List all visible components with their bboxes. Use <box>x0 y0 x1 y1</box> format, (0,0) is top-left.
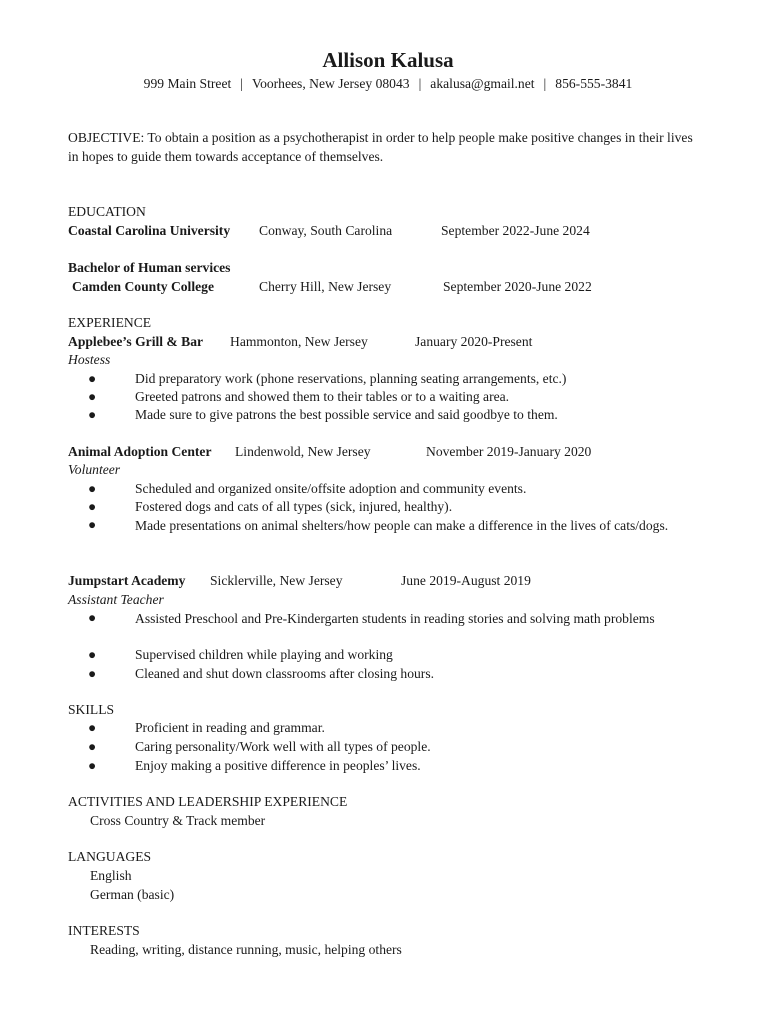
job-bullet: Scheduled and organized onsite/offsite adoption and community events. <box>135 481 527 496</box>
activity-item: Cross Country & Track member <box>90 813 266 828</box>
job-employer: Jumpstart Academy <box>68 573 186 588</box>
job-location: Hammonton, New Jersey <box>230 334 368 349</box>
activities-heading: ACTIVITIES AND LEADERSHIP EXPERIENCE <box>68 794 348 809</box>
bullet-icon: ● <box>88 758 97 773</box>
education-location: Cherry Hill, New Jersey <box>259 279 392 294</box>
job-bullet: Cleaned and shut down classrooms after closing hours. <box>135 666 435 681</box>
job-employer: Animal Adoption Center <box>68 444 212 459</box>
bullet-icon: ● <box>88 499 97 514</box>
skill-item: Proficient in reading and grammar. <box>135 720 325 735</box>
languages-heading: LANGUAGES <box>68 849 152 864</box>
bullet-icon: ● <box>88 610 97 625</box>
contact-phone: 856-555-3841 <box>555 76 633 91</box>
job-location: Lindenwold, New Jersey <box>235 444 371 459</box>
job-bullet: Fostered dogs and cats of all types (sick, injured, healthy). <box>135 499 453 514</box>
education-school: Camden County College <box>72 279 214 294</box>
bullet-icon: ● <box>88 407 97 422</box>
education-dates: September 2020-June 2022 <box>443 279 592 294</box>
job-dates: November 2019-January 2020 <box>426 444 592 459</box>
contact-separator: | <box>240 76 243 91</box>
job-location: Sicklerville, New Jersey <box>210 573 343 588</box>
bullet-icon: ● <box>88 647 97 662</box>
job-employer: Applebee’s Grill & Bar <box>68 334 204 349</box>
skills-heading: SKILLS <box>68 702 115 717</box>
job-role: Volunteer <box>68 462 121 477</box>
job-dates: January 2020-Present <box>415 334 533 349</box>
interests-heading: INTERESTS <box>68 923 140 938</box>
contact-address: 999 Main Street <box>143 76 232 91</box>
contact-line <box>68 75 708 93</box>
interest-item: Reading, writing, distance running, music, helping others <box>90 942 402 957</box>
skill-item: Enjoy making a positive difference in peoples’ lives. <box>135 758 421 773</box>
bullet-icon: ● <box>88 739 97 754</box>
job-bullet: Supervised children while playing and working <box>135 647 393 662</box>
bullet-icon: ● <box>88 720 97 735</box>
education-heading: EDUCATION <box>68 204 146 219</box>
education-school: Coastal Carolina University <box>68 223 231 238</box>
job-bullet: Did preparatory work (phone reservations, planning seating arrangements, etc.) <box>135 371 567 386</box>
job-bullet: Made presentations on animal shelters/how people can make a difference in the lives of cats/dogs. <box>135 518 669 533</box>
resume-name: Allison Kalusa <box>322 48 454 72</box>
job-bullet: Assisted Preschool and Pre-Kindergarten students in reading stories and solving math problems <box>135 611 655 626</box>
contact-separator: | <box>543 76 547 91</box>
contact-email: akalusa@gmail.net <box>430 76 535 91</box>
bullet-icon: ● <box>88 389 97 404</box>
bullet-icon: ● <box>88 666 97 681</box>
job-role: Hostess <box>68 352 111 367</box>
language-item: English <box>90 868 132 883</box>
bullet-icon: ● <box>88 371 97 386</box>
contact-city: Voorhees, New Jersey 08043 <box>252 76 410 91</box>
job-dates: June 2019-August 2019 <box>401 573 531 588</box>
skill-item: Caring personality/Work well with all types of people. <box>135 739 431 754</box>
language-item: German (basic) <box>90 887 175 902</box>
education-dates: September 2022-June 2024 <box>441 223 590 238</box>
bullet-icon: ● <box>88 481 97 496</box>
job-bullet: Made sure to give patrons the best possible service and said goodbye to them. <box>135 407 558 422</box>
bullet-icon: ● <box>88 517 97 532</box>
experience-heading: EXPERIENCE <box>68 315 152 330</box>
education-location: Conway, South Carolina <box>259 223 393 238</box>
contact-separator: | <box>418 76 422 91</box>
objective-text: OBJECTIVE: To obtain a position as a psychotherapist in order to help people make positive changes in their lives in hopes to guide them towards acceptance of themselves. <box>68 130 693 164</box>
job-bullet: Greeted patrons and showed them to their tables or to a waiting area. <box>135 389 510 404</box>
job-role: Assistant Teacher <box>68 592 164 607</box>
education-degree: Bachelor of Human services <box>68 260 231 275</box>
